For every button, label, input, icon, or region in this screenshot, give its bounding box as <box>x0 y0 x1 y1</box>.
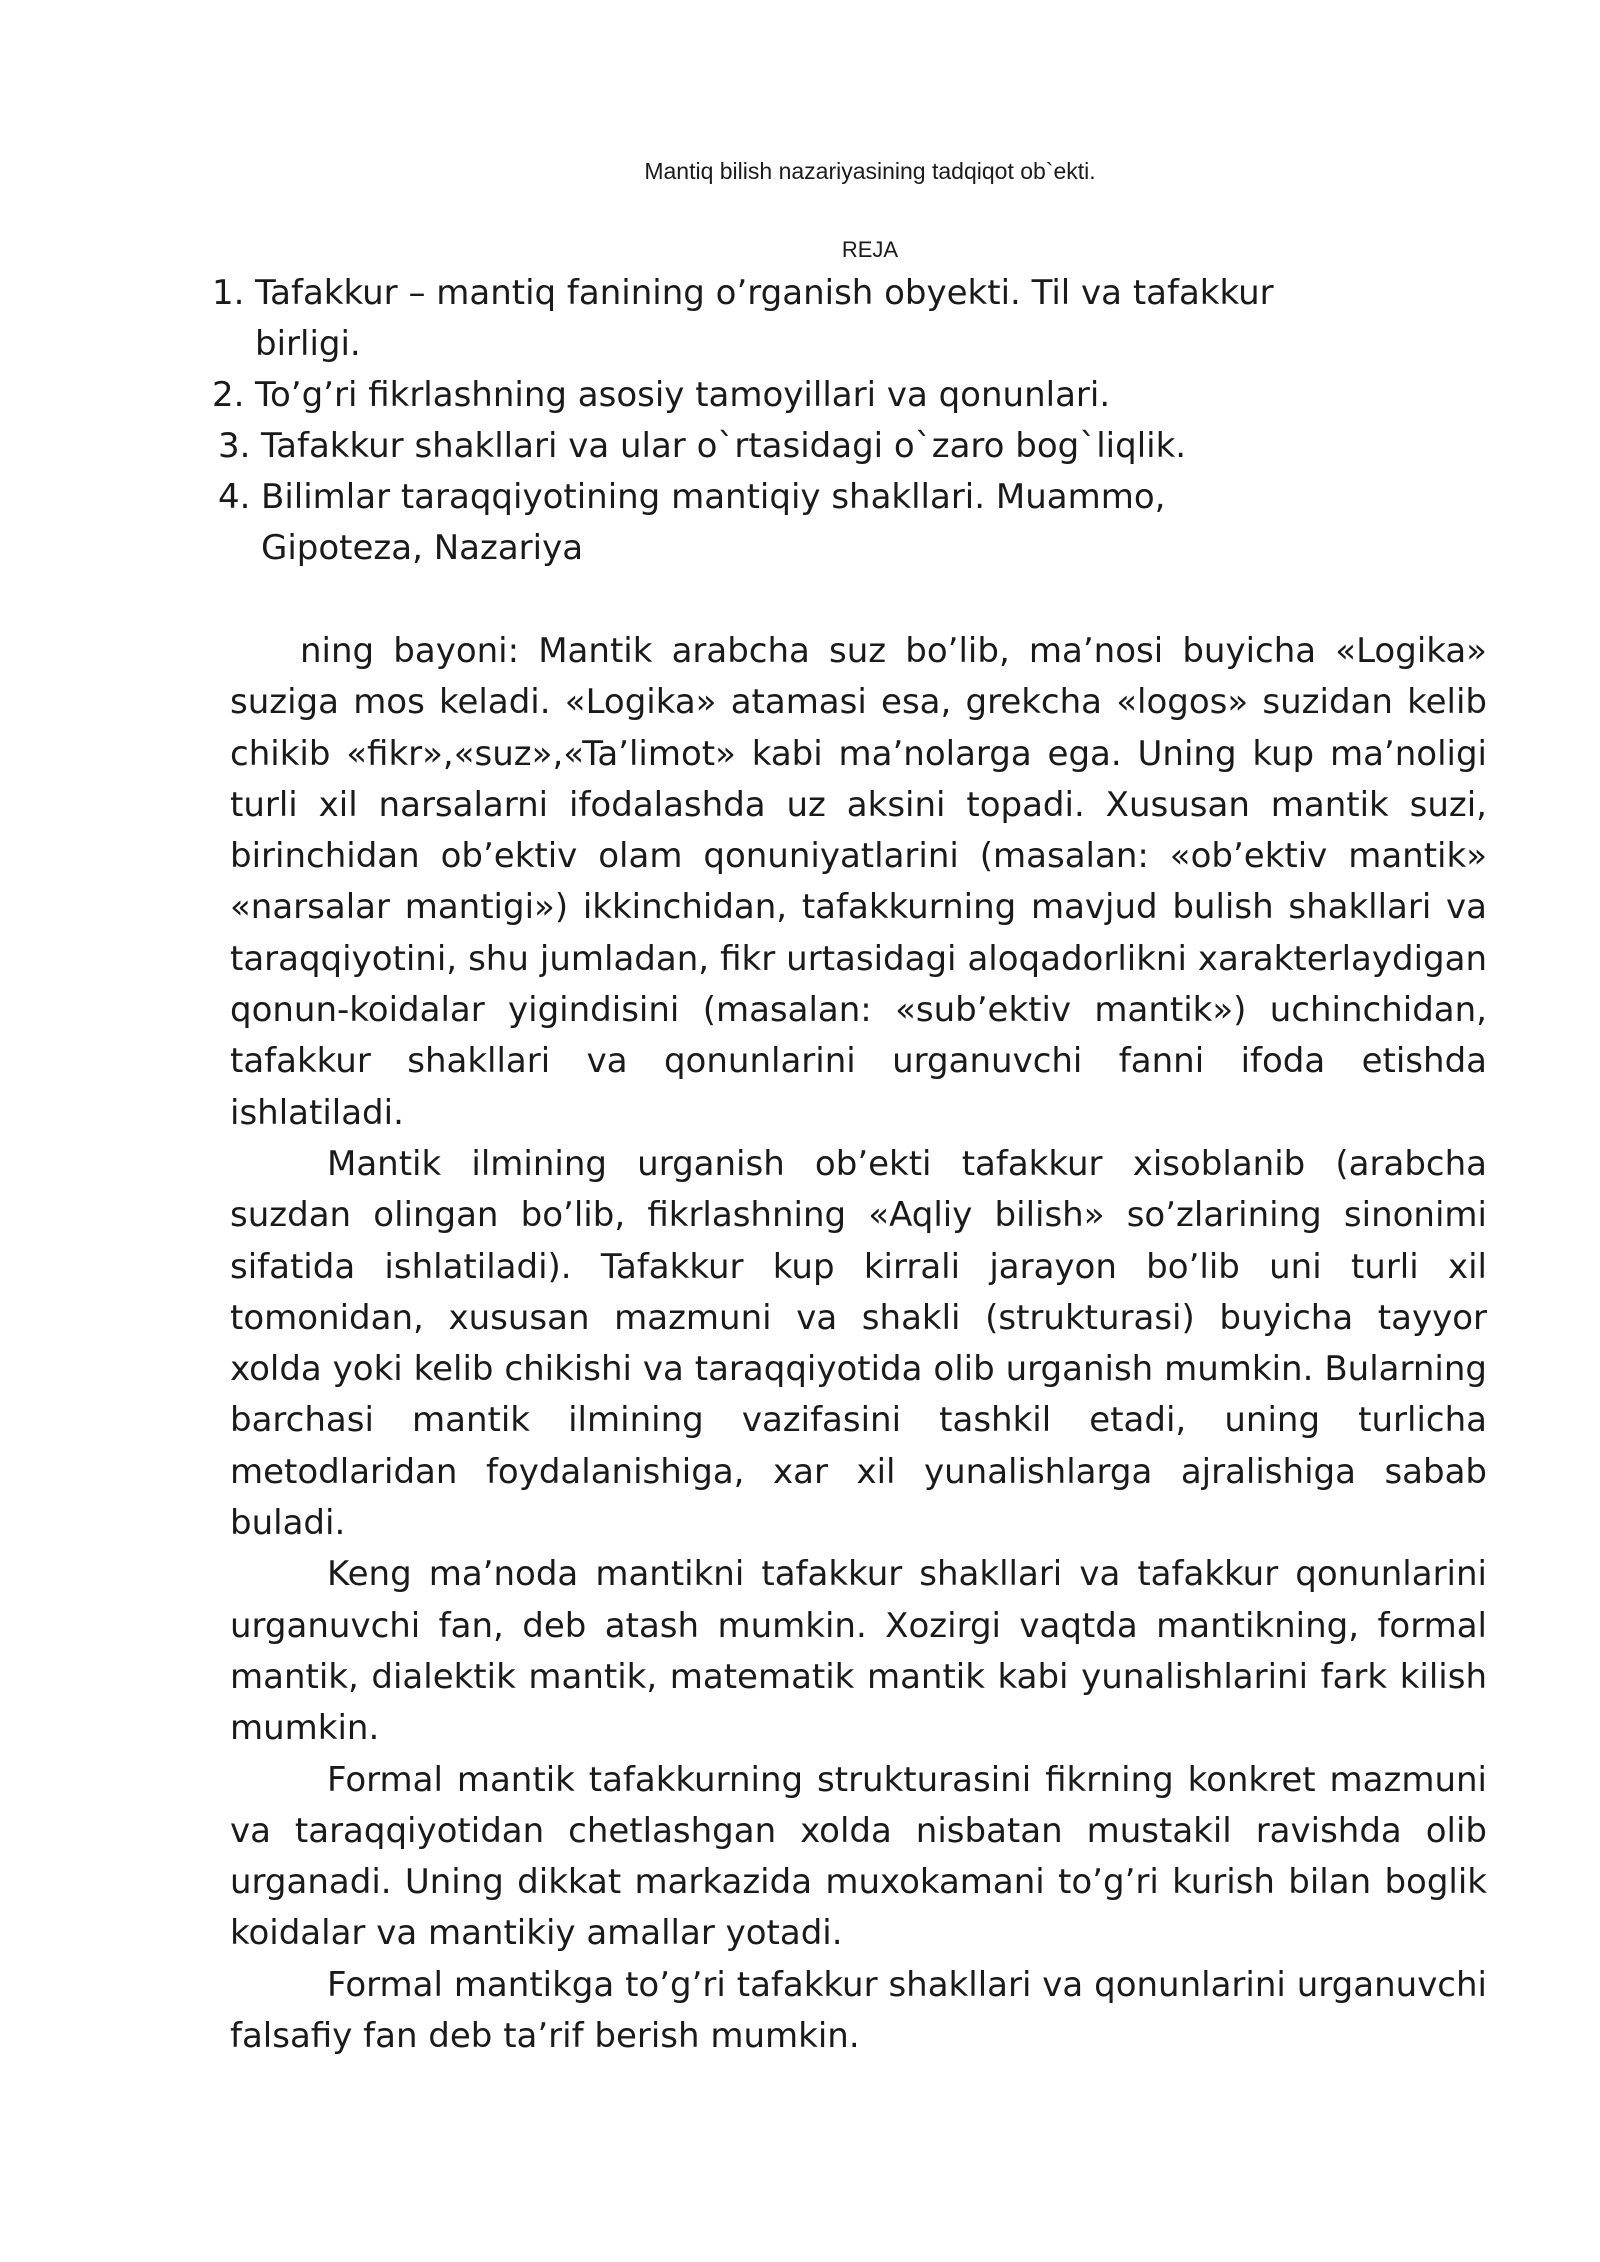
plan-item-number: 1. <box>212 273 245 313</box>
document-title: Mantiq bilish nazariyasining tadqiqot ob`ekti. <box>644 158 1096 184</box>
plan-item-number: 2. <box>212 375 245 415</box>
plan-list <box>0 268 1600 574</box>
body-paragraph: Formal mantik tafakkurning strukturasini fikrning konkret mazmuni va taraqqiyotidan chetlashgan xolda nisbatan mustakil ravishda olib urganadi. Uning dikkat markazida muxokamani to’g’ri kurish bilan boglik koidalar va mantikiy amallar yotadi. <box>230 1759 1487 1954</box>
plan-heading: REJA <box>841 237 899 262</box>
plan-item <box>0 472 1600 574</box>
plan-item-number: 4. <box>218 477 251 517</box>
plan-item-text: To’g’ri fikrlashning asosiy tamoyillari va qonunlari. <box>255 375 1111 415</box>
plan-item-text: Tafakkur – mantiq fanining o’rganish obyekti. Til va tafakkur birligi. <box>255 273 1274 364</box>
plan-item-text: Tafakkur shakllari va ular o`rtasidagi o`zaro bog`liqlik. <box>261 426 1187 466</box>
plan-item-text: Bilimlar taraqqiyotining mantiqiy shakllari. Muammo, Gipoteza, Nazariya <box>261 477 1166 568</box>
plan-item <box>0 268 1600 370</box>
body-paragraph: Formal mantikga to’g’ri tafakkur shakllari va qonunlarini urganuvchi falsafiy fan deb ta’rif berish mumkin. <box>230 1964 1487 2057</box>
plan-item <box>0 370 1600 421</box>
body-paragraph: ning bayoni: Mantik arabcha suz bo’lib, ma’nosi buyicha «Logika» suziga mos keladi. «Logika» atamasi esa, grekcha «logos» suzidan kelib chikib «fikr»,«suz»,«Ta’limot» kabi ma’nolarga ega. Uning kup ma’noligi turli xil narsalarni ifodalashda uz aksini topadi. Xususan mantik suzi, birinchidan ob’ektiv olam qonuniyatlarini (masalan: «ob’ektiv mantik» «narsalar mantigi») ikkinchidan, tafakkurning mavjud bulish shakllari va taraqqiyotini, shu jumladan, fikr urtasidagi aloqadorlikni xarakterlaydigan qonun-koidalar yigindisini (masalan: «sub’ektiv mantik») uchinchidan, tafakkur shakllari va qonunlarini urganuvchi fanni ifoda etishda ishlatiladi. <box>230 631 1487 1133</box>
plan-item-number: 3. <box>218 426 251 466</box>
body-paragraph: Mantik ilmining urganish ob’ekti tafakkur xisoblanib (arabcha suzdan olingan bo’lib, fikrlashning «Aqliy bilish» so’zlarining sinonimi sifatida ishlatiladi). Tafakkur kup kirrali jarayon bo’lib uni turli xil tomonidan, xususan mazmuni va shakli (strukturasi) buyicha tayyor xolda yoki kelib chikishi va taraqqiyotida olib urganish mumkin. Bularning barchasi mantik ilmining vazifasini tashkil etadi, uning turlicha metodlaridan foydalanishiga, xar xil yunalishlarga ajralishiga sabab buladi. <box>230 1143 1487 1544</box>
plan-item <box>0 421 1600 472</box>
body-text <box>230 626 1487 2062</box>
body-paragraph: Keng ma’noda mantikni tafakkur shakllari va tafakkur qonunlarini urganuvchi fan, deb atash mumkin. Xozirgi vaqtda mantikning, formal mantik, dialektik mantik, matematik mantik kabi yunalishlarini fark kilish mumkin. <box>230 1554 1487 1749</box>
